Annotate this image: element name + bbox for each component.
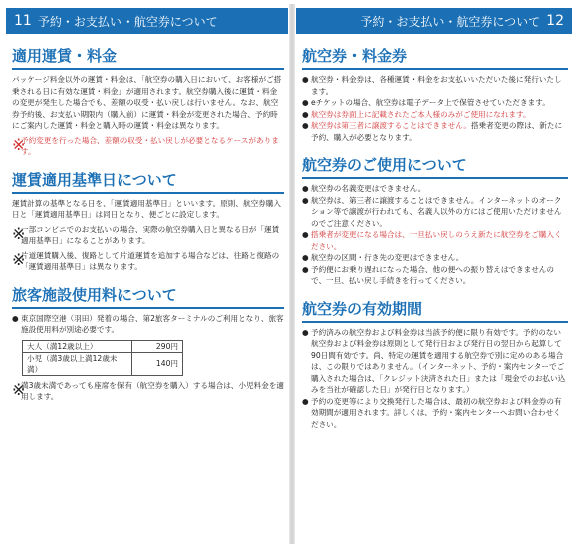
right-page: [296, 8, 572, 542]
section-heading-fare: 適用運賃・料金: [12, 46, 284, 70]
right-page-header: [296, 8, 572, 34]
item-text: 予約便にお乗り遅れになった場合、他の便への振り替えはできませんので、一旦、払い戻し手続きを行ってください。: [311, 264, 554, 285]
item-text: 航空券の区間・行き先の変更はできません。: [311, 253, 464, 262]
list-item: [302, 229, 568, 252]
fare-body: パッケージ料金以外の運賃・料金は、「航空券の購入日において、お客様がご搭乗される日に有効な運賃・料金」が適用されます。航空券購入後に運賃・料金の変更が発生した場合でも、差額の収受・払い戻しは行いません。なお、航空券予約後、お支払い期限内（購入前）に運賃・料金が変更された場合、予約時にご案内した運賃・料金と購入時の運賃・料金は異なります。: [12, 75, 282, 130]
bullet: ●: [302, 253, 309, 262]
bullet: ●: [302, 230, 309, 239]
list-item: [302, 327, 568, 396]
note-mark: ※: [12, 223, 26, 243]
bullet: ●: [302, 396, 309, 406]
note-text: 予約変更を行った場合、差額の収受・払い戻しが必要となるケースがあります。: [21, 135, 279, 156]
list-item: [302, 195, 568, 230]
bullet: ●: [302, 75, 309, 84]
base-date-body: 運賃計算の基準となる日を、「運賃適用基準日」といいます。原則、航空券購入日と「運賃適用基準日」は同日となり、便ごとに設定します。: [12, 198, 281, 219]
bullet: ●: [302, 184, 309, 193]
fee-label: 小児（満3歳以上満12歳未満）: [23, 352, 132, 375]
bullet: ●: [12, 313, 19, 323]
list-item: [302, 97, 568, 109]
item-text: 航空券の名義変更はできません。: [311, 184, 426, 193]
table-row: [23, 340, 183, 352]
item-text: 航空券は第三者に譲渡することはできません。: [311, 121, 471, 130]
item-text: 予約の変更等により交換発行した場合は、最初の航空券および料金券の有効期間が適用されます。詳しくは、予約・案内センターへお問い合わせください。: [311, 396, 562, 429]
usage-list: [302, 183, 568, 287]
note-mark: ※: [12, 379, 26, 399]
note-text: 満3歳未満であっても座席を保有（航空券を購入）する場合は、小児料金を適用します。: [21, 380, 284, 401]
header-title: 予約・お支払い・航空券について: [37, 14, 218, 29]
facility-fee-table: [22, 340, 183, 376]
tickets-list: [302, 74, 568, 143]
header-title: 予約・お支払い・航空券について: [360, 14, 541, 29]
item-text: eチケットの場合、航空券は電子データ上で保管させていただきます。: [311, 98, 550, 107]
section-heading-validity: 航空券の有効期間: [302, 299, 568, 323]
list-item: [302, 396, 568, 431]
list-item: [302, 109, 568, 121]
bullet: ●: [302, 121, 309, 130]
item-text: 予約済みの航空券および料金券は当該予約便に限り有効です。予約のない航空券および料金券は原則として発行日および発行日の翌日から起算して90日間有効です。尚、特定の運賃を適用する航空券で別に定めのある場合は、この限りではありません。（インターネット、予約・案内センターでご購入された場合は、「クレジット決済された日」または「現金でのお払い込みを当社が確認した日」が発行日となります。）: [311, 327, 566, 394]
list-item: [302, 120, 568, 143]
item-text: 航空券は券面上に記載されたご本人様のみがご使用になれます。: [311, 109, 531, 119]
list-item: [302, 183, 568, 195]
note-text: 一部コンビニでのお支払いの場合、実際の航空券購入日と異なる日が「運賃適用基準日」になることがあります。: [21, 224, 280, 245]
bullet: ●: [302, 195, 309, 205]
left-page-header: [6, 8, 288, 34]
section-heading-usage: 航空券のご使用について: [302, 155, 568, 179]
item-text: 搭乗者が変更になる場合は、一旦払い戻しのうえ新たに航空券をご購入ください。: [311, 230, 562, 251]
fee-value: 290円: [132, 340, 183, 352]
note-mark: ※: [12, 249, 26, 269]
page-number: 11: [14, 13, 32, 29]
note-mark: ※: [12, 134, 26, 154]
list-item: [302, 74, 568, 97]
note-text: 片道運賃購入後、復路として片道運賃を追加する場合などは、往路と復路の「運賃適用基準日」は異なります。: [21, 250, 280, 271]
fee-value: 140円: [132, 352, 183, 375]
item-text: 東京国際空港（羽田）発着の場合、第2旅客ターミナルのご利用となり、旅客施設使用料が別途必要です。: [21, 313, 284, 334]
bullet: ●: [302, 327, 309, 337]
fee-label: 大人（満12歳以上）: [23, 340, 132, 352]
page-number: 12: [546, 13, 564, 29]
section-heading-tickets: 航空券・料金券: [302, 46, 568, 70]
section-heading-base-date: 運賃適用基準日について: [12, 170, 284, 194]
base-date-note: [12, 224, 284, 247]
page-fold: [289, 4, 295, 544]
base-date-note: [12, 250, 284, 273]
item-text-suffix: 搭乗者変更の際は、新たに予約、購入が必要となります。: [311, 121, 563, 142]
table-row: [23, 352, 183, 375]
bullet: ●: [302, 98, 309, 107]
bullet: ●: [302, 109, 309, 119]
item-text: 航空券は、第三者に譲渡することはできません。インターネットのオークション等で譲渡が行われても、名義人以外の方にはご使用いただけませんのでご注意ください。: [311, 195, 562, 228]
fare-note: [12, 135, 284, 158]
bullet: ●: [302, 264, 309, 274]
list-item: [302, 264, 568, 287]
section-heading-facility: 旅客施設使用料について: [12, 285, 284, 309]
list-item: [12, 313, 284, 336]
list-item: [302, 252, 568, 264]
validity-list: [302, 327, 568, 431]
left-page: [6, 8, 288, 542]
item-text: 航空券・料金券は、各種運賃・料金をお支払いいただいた後に発行いたします。: [311, 75, 562, 96]
facility-note: [12, 380, 284, 403]
